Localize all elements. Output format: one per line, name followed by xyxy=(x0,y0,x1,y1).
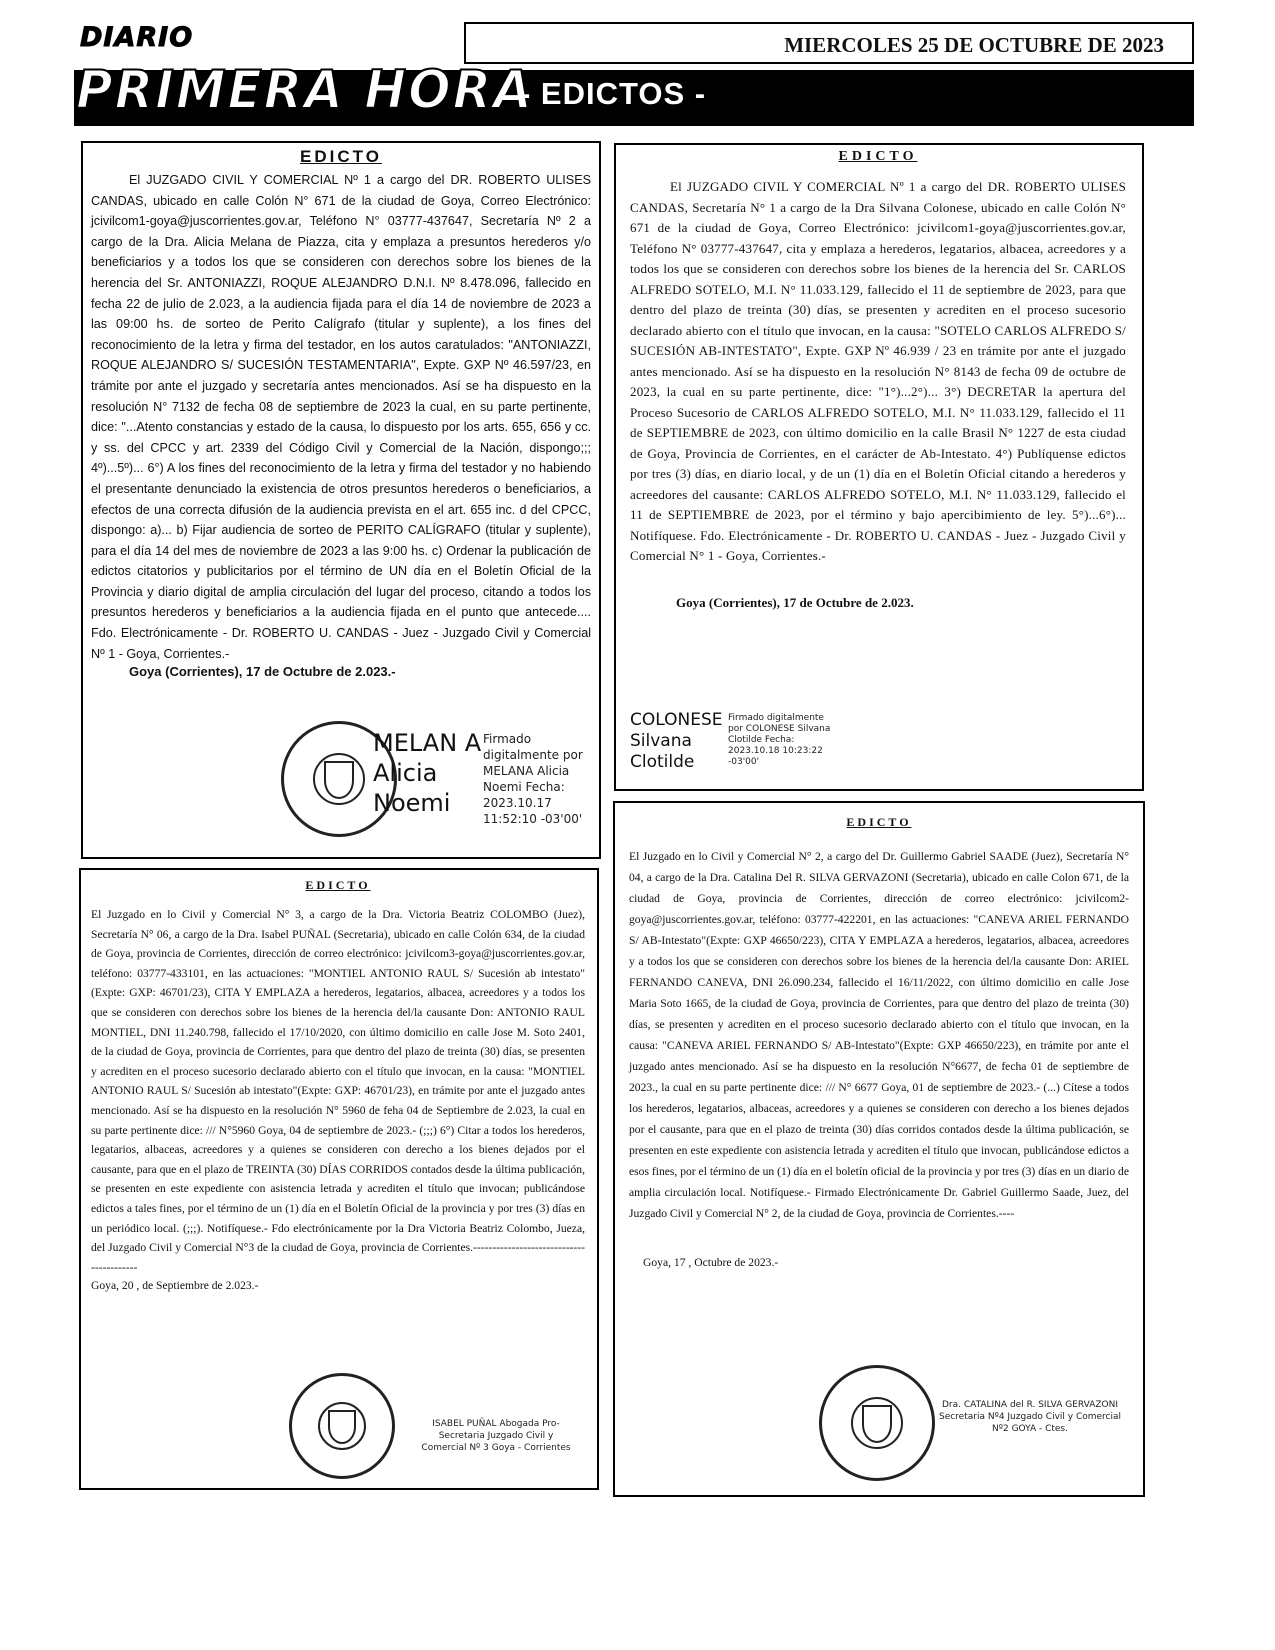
secretary-signature: ISABEL PUÑAL Abogada Pro-Secretaria Juzgado Civil y Comercial Nº 3 Goya - Corrientes xyxy=(421,1419,571,1453)
digital-signature-name: MELAN A Alicia Noemi xyxy=(373,729,482,817)
edicto-title: EDICTO xyxy=(838,149,918,164)
edicto-title: EDICTO xyxy=(846,815,912,829)
edicto-montiel xyxy=(79,868,599,1490)
edicto-body: El Juzgado en lo Civil y Comercial N° 3, a cargo de la Dra. Victoria Beatriz COLOMBO (Juez), Secretaría N° 06, a cargo de la Dra. Isabel PUÑAL (Secretaria), ubicado en calle Colón 634, de la ciudad de Goya, provincia de Corrientes, dirección de correo electrónico: jcivilcom3-goya@juscorrientes.gov.ar, teléfono: 03777-433101, en las actuaciones: "MONTIEL ANTONIO RAUL S/ Sucesión ab intestato"(Expte: GXP: 46701/23), CITA Y EMPLAZA a herederos, legatarios, albacea, acreedores y a todos los que se consideren con derechos sobre los bienes de la herencia del/la causante Don: ANTONIO RAUL MONTIEL, DNI 11.240.798, fallecido el 17/10/2020, con último domicilio en calle Jose M. Soto 2401, de la ciudad de Goya, provincia de Corrientes, para que dentro del plazo de treinta (30) días, se presenten y acrediten en el proceso sucesorio declarado abierto con el título que invocan, en la causa: "MONTIEL ANTONIO RAUL S/ Sucesión ab intestato"(Expte: GXP: 46701/23), en trámite por ante el juzgado antes mencionado. Así se ha dispuesto en la resolución N° 5960 de feha 04 de Septiembre de 2.023, la cual en su parte pertinente dice: /// N°5960 Goya, 04 de septiembre de 2023.- (;;;) 6°) Citar a todos los herederos, legatarios, albaceas, acreedores y a quienes se consideren con derecho a los bienes dejados por el causante, para que en el plazo de TREINTA (30) DÍAS CORRIDOS contados desde la última publicación, se presenten en este expediente con asistencia letrada y acrediten el título que invocan; publicándose edictos a tales fines, por el término de un (1) día en el Boletín Oficial de la provincia y por tres (3) días en un periódico local. (;;;). Notifíquese.- Fdo electrónicamente por la Dra Victoria Beatriz Colombo, Jueza, del Juzgado Civil y Comercial N°3 de la ciudad de Goya, provincia de Corrientes.----------------------------------------- xyxy=(91,908,585,1274)
secretary-signature: Dra. CATALINA del R. SILVA GERVAZONI Secretaria Nº4 Juzgado Civil y Comercial Nº2 GOYA - Ctes. xyxy=(938,1400,1122,1434)
edicto-body: El JUZGADO CIVIL Y COMERCIAL Nº 1 a cargo del DR. ROBERTO ULISES CANDAS, Secretaría N° 1 a cargo de la Dra Silvana Colonese, ubicado en calle Colón N° 671 de la ciudad de Goya, Correo Electrónico: jcivilcom1-goya@juscorrientes.gov.ar, Teléfono N° 03777-437647, cita y emplaza a herederos, legatarios, albacea, acreedores y a todos los que se consideren con derechos sobre los bienes de la herencia del Sr. CARLOS ALFREDO SOTELO, M.I. N° 11.033.129, fallecido el 11 de septiembre de 2023, para que dentro del plazo de treinta (30) días, se presenten y acrediten en el proceso sucesorio declarado abierto con el título que invocan, en la causa: "SOTELO CARLOS ALFREDO S/ SUCESIÓN AB-INTESTATO", Expte. GXP Nº 46.939 / 23 en trámite por ante el juzgado antes mencionado. Así se ha dispuesto en la resolución N° 8143 de fecha 09 de octubre de 2023, la cual en su parte pertinente, dice: "1°)...2°)... 3°) DECRETAR la apertura del Proceso Sucesorio de CARLOS ALFREDO SOTELO, M.I. N° 11.033.129, fallecido el 11 de SEPTIEMBRE de 2023, con último domicilio en la calle Brasil N° 1227 de esta ciudad de Goya, Provincia de Corrientes, en el carácter de Ab-Intestato. 4°) Publíquense edictos por tres (3) días, en diario local, y de un (1) día en el Boletín Oficial citando a herederos y acreedores del causante: CARLOS ALFREDO SOTELO, M.I. N° 11.033.129, fallecido el 11 de SEPTIEMBRE de 2023, por el término y bajo apercibimiento de ley. 5°)...6°)... Notifíquese. Fdo. Electrónicamente - Dr. ROBERTO U. CANDAS - Juez - Juzgado Civil y Comercial N° 1 - Goya, Corrientes.- xyxy=(630,179,1126,563)
edicto-sotelo xyxy=(614,143,1144,791)
edicto-title: EDICTO xyxy=(305,878,371,892)
logo-primera-hora: PRIMERA HORA xyxy=(76,59,534,121)
digital-signature-note: Firmado digitalmente por COLONESE Silvana Clotilde Fecha: 2023.10.18 10:23:22 -03'00' xyxy=(728,713,831,767)
edicto-place-date: Goya (Corrientes), 17 de Octubre de 2.023. xyxy=(676,594,914,610)
edicto-body: El Juzgado en lo Civil y Comercial N° 2, a cargo del Dr. Guillermo Gabriel SAADE (Juez), Secretaría N° 04, a cargo de la Dra. Catalina Del R. SILVA GERVAZONI (Secretaria), ubicado en calle Colon 671, de la ciudad de Goya, provincia de Corrientes, dirección de correo electrónico: jcivilcom2-goya@juscorrientes.gov.ar, teléfono: 03777-422201, en las actuaciones: "CANEVA ARIEL FERNANDO S/ AB-Intestato"(Expte: GXP 46650/223), CITA Y EMPLAZA a herederos, legatarios, albacea, acreedores y a todos los que se consideren con derechos sobre los bienes de la herencia del/la causante Don: ARIEL FERNANDO CANEVA, DNI 26.090.234, fallecido el 16/11/2022, con último domicilio en calle Jose Maria Soto 1665, de la ciudad de Goya, provincia de Corrientes, para que dentro del plazo de treinta (30) días, se presenten y acrediten en el proceso sucesorio declarado abierto con el título que invocan, en la causa: "CANEVA ARIEL FERNANDO S/ AB-Intestato"(Expte: GXP 46650/223), en trámite por ante el juzgado antes mencionado. Así se ha dispuesto en la resolución N°6677, de fecha 01 de septiembre de 2023., la cual en su parte pertinente dice: /// N° 6677 Goya, 01 de septiembre de 2023.- (...) Cítese a todos los herederos, legatarios, albaceas, acreedores y a quienes se consideren con derecho a los bienes dejados por el causante, para que en el plazo de treinta (30) días corridos contados desde la última publicación, se presenten en este expediente con asistencia letrada y acrediten el título que invocan, publicándose edictos a esos fines, por el término de un (1) día en el boletín oficial de la provincia y por tres (3) días en un diario de amplia circulación local. Notifíquese.- Firmado Electrónicamente Dr. Gabriel Guillermo Saade, Juez, del Juzgado Civil y Comercial N° 2, de la ciudad de Goya, provincia de Corrientes.---- xyxy=(629,850,1129,1220)
edicto-antoniazzi xyxy=(81,141,601,859)
edicto-place-date: Goya, 17 , Octubre de 2023.- xyxy=(643,1256,779,1269)
section-title: - EDICTOS - xyxy=(520,76,707,111)
court-seal xyxy=(289,1373,395,1479)
court-seal xyxy=(819,1365,935,1481)
edicto-caneva xyxy=(613,801,1145,1497)
digital-signature-note: Firmado digitalmente por MELANA Alicia Noemi Fecha: 2023.10.17 11:52:10 -03'00' xyxy=(483,732,583,826)
edicto-body: El JUZGADO CIVIL Y COMERCIAL Nº 1 a cargo del DR. ROBERTO ULISES CANDAS, ubicado en calle Colón N° 671 de la ciudad de Goya, Correo Electrónico: jcivilcom1-goya@juscorrientes.gov.ar, Teléfono N° 03777-437647, Secretaría Nº 2 a cargo de la Dra. Alicia Melana de Piazza, cita y emplaza a presuntos herederos y/o beneficiarios y a todos los que se consideren con derechos sobre los bienes de la herencia del Sr. ANTONIAZZI, ROQUE ALEJANDRO D.N.I. Nº 8.478.096, fallecido en fecha 22 de julio de 2.023, a la audiencia fijada para el día 14 de noviembre de 2023 a las 09:00 hs. de sorteo de Perito Calígrafo (titular y suplente), a los fines del reconocimiento de la letra y firma del testador, en los autos caratulados: "ANTONIAZZI, ROQUE ALEJANDRO S/ SUCESIÓN TESTAMENTARIA", Expte. GXP Nº 46.597/23, en trámite por ante el juzgado y secretaría antes mencionados. Así se ha dispuesto en la resolución N° 7132 de fecha 08 de septiembre de 2023 la cual, en su parte pertinente, dice: "...Atento constancias y estado de la causa, lo dispuesto por los arts. 655, 656 y cc. y ss. del CPCC y art. 2339 del Código Civil y Comercial de la Nación, dispongo;;; 4º)...5º)... 6°) A los fines del reconocimiento de la letra y firma del testador y no habiendo el presentante denunciado la existencia de otros presuntos herederos o beneficiarios, a efectos de una correcta difusión de la audiencia prevista en el art. 655 inc. d del CPCC, dispongo: a)... b) Fijar audiencia de sorteo de PERITO CALÍGRAFO (titular y suplente), para el día 14 del mes de noviembre de 2023 a las 9:00 hs. c) Ordenar la publicación de edictos citatorios y publicitarios por el término de UN día en el Boletín Oficial de la Provincia y diario digital de amplia circulación del lugar del proceso, citando a todos los presuntos herederos y beneficiarios a la audiencia fijada en el punto que antecede.... Fdo. Electrónicamente - Dr. ROBERTO U. CANDAS - Juez - Juzgado Civil y Comercial Nº 1 - Goya, Corrientes.- xyxy=(91,173,591,661)
edicto-place-date: Goya, 20 , de Septiembre de 2.023.- xyxy=(91,1279,259,1293)
edicto-title: EDICTO xyxy=(300,147,382,166)
digital-signature-name: COLONESE Silvana Clotilde xyxy=(630,710,723,772)
masthead xyxy=(74,22,1194,126)
issue-date: MIERCOLES 25 DE OCTUBRE DE 2023 xyxy=(464,22,1194,64)
edicto-place-date: Goya (Corrientes), 17 de Octubre de 2.023.- xyxy=(129,664,396,680)
logo-diario: DIARIO xyxy=(80,22,194,53)
